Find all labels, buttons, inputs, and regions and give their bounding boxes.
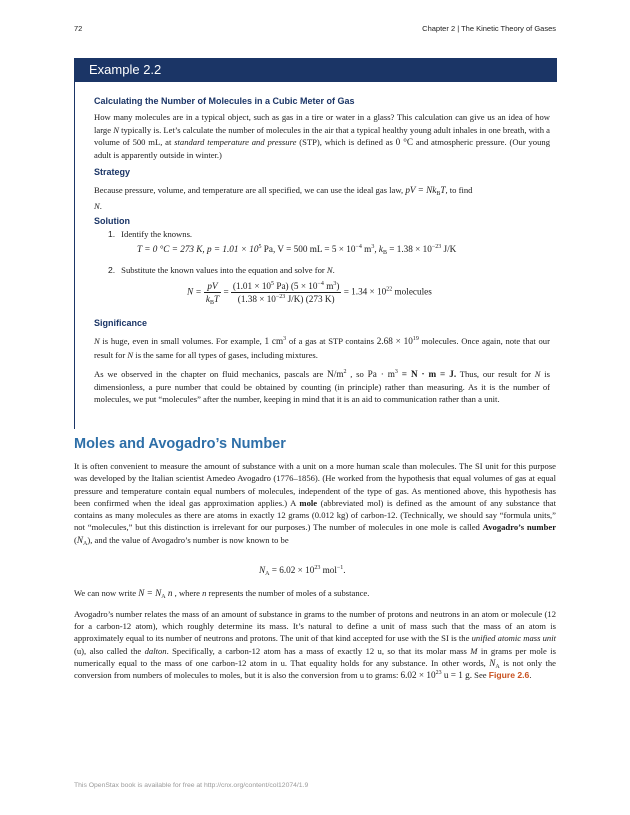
section-para-2: We can now write $N = N_A$ n , where n represents the number of moles of a substance. [74, 588, 370, 600]
figure-2-6-link[interactable]: Figure 2.6 [488, 670, 530, 681]
strategy-text: Because pressure, volume, and temperature are all specified, we can use the ideal gas law, pV = $Nk_BT$, to find N. [94, 185, 473, 211]
knowns-equation: T = 0 °C = 273 K, $p = 1.01 \times 10^5$ Pa, V = 500 mL = $5 \times 10^{-4}$ $m^3$, $k_B = 1.38 \times 10^{-23}$ J/K [137, 244, 457, 256]
section-para-1: It is often convenient to measure the amount of substance with a unit on a more human scale than molecules. The SI unit for this purpose was developed by the Italian scientist Amedeo Avogadro (1776–1856). (He worked from the hypothesis that equal volumes of gas at equal pressure and temperature contain equal numbers of molecules, independent of the type of gas. As mentioned above, this hypothesis has been confirmed when the ideal gas approximation applies.) A mole (abbreviated mol) is defined as the amount of any substance that contains as many molecules as there are atoms in exactly 12 grams (0.012 kg) of carbon-12. (Technically, we should say “formula units,” not “molecules,” but this distinction is irrelevant for our purposes.) The number of molecules in one mole is called Avogadro’s number $(N_A)$, and the value of Avogadro’s number is now known to be [74, 461, 557, 547]
example-box [74, 58, 557, 429]
page-number: 72 [74, 24, 83, 33]
footer-note: This OpenStax book is available for free at http://cnx.org/content/col12074/1.9 [74, 782, 309, 789]
significance-heading: Significance [94, 318, 148, 328]
example-label: Example 2.2 [75, 58, 557, 82]
solve-equation: N = $\frac{pV}{k_BT}$ = $\frac{(1.01 \times 10^5 Pa) (5 \times 10^{-4} m^3)}{(1.38 \times 10^{-23} J/K) (273 K)}$ = $1.34 \times 10^{22}$ molecules [187, 281, 432, 306]
solution-step-2: 2. Substitute the known values into the equation and solve for N. [108, 265, 335, 275]
section-title: Moles and Avogadro’s Number [74, 436, 286, 452]
example-title: Calculating the Number of Molecules in a Cubic Meter of Gas [94, 96, 355, 106]
solution-step-1: 1. Identify the knowns. [108, 229, 193, 239]
chapter-header: Chapter 2 | The Kinetic Theory of Gases [422, 24, 556, 33]
avogadro-equation: $N_A = 6.02 \times 10^{23}$ mol$^{-1}$. [259, 565, 346, 577]
significance-para-1: N is huge, even in small volumes. For example, 1 $cm^3$ of a gas at STP contains $2.68 \times 10^{19}$ molecules. Once again, note that our result for N is the same for all types of gases, including mixtures. [94, 336, 550, 360]
significance-para-2: As we observed in the chapter on fluid mechanics, pascals are $N/m^2$ , so $Pa \cdot m^3 = N \cdot m = J$. Thus, our result for N is dimensionless, a pure number that could be obtained by counting (in principle) rather than measuring. As it is the number of molecules, we put “molecules” after the number, keeping in mind that it is an aid to communication rather than a unit. [94, 369, 550, 405]
example-intro: How many molecules are in a typical object, such as gas in a tire or water in a glass? This calculation can give us an idea of how large N typically is. Let’s calculate the number of molecules in the air that a typical healthy young adult inhales in one breath, with a volume of 500 mL, at standard temperature and pressure (STP), which is defined as 0 °C and atmospheric pressure. (Our young adult is apparently outside in winter.) [94, 112, 550, 160]
solution-heading: Solution [94, 216, 130, 226]
section-para-3: Avogadro’s number relates the mass of an amount of substance in grams to the number of protons and neutrons in an atom or molecule (12 for a carbon-12 atom), which roughly determine its mass. It’s natural to define a unit of mass such that the mass of an atom is approximately equal to its number of neutrons and protons. The unit of that kind accepted for use with the SI is the unified atomic mass unit (u), also called the dalton. Specifically, a carbon-12 atom has a mass of exactly 12 u, so that its molar mass M in grams per mole is numerically equal to the mass of one carbon-12 atom in u. That equality holds for any substance. In other words, $N_A$ is not only the conversion from numbers of molecules to moles, but it is also the conversion from u to grams: $6.02 \times 10^{23}$ u = 1 g. See Figure 2.6. [74, 609, 556, 681]
strategy-heading: Strategy [94, 167, 131, 177]
